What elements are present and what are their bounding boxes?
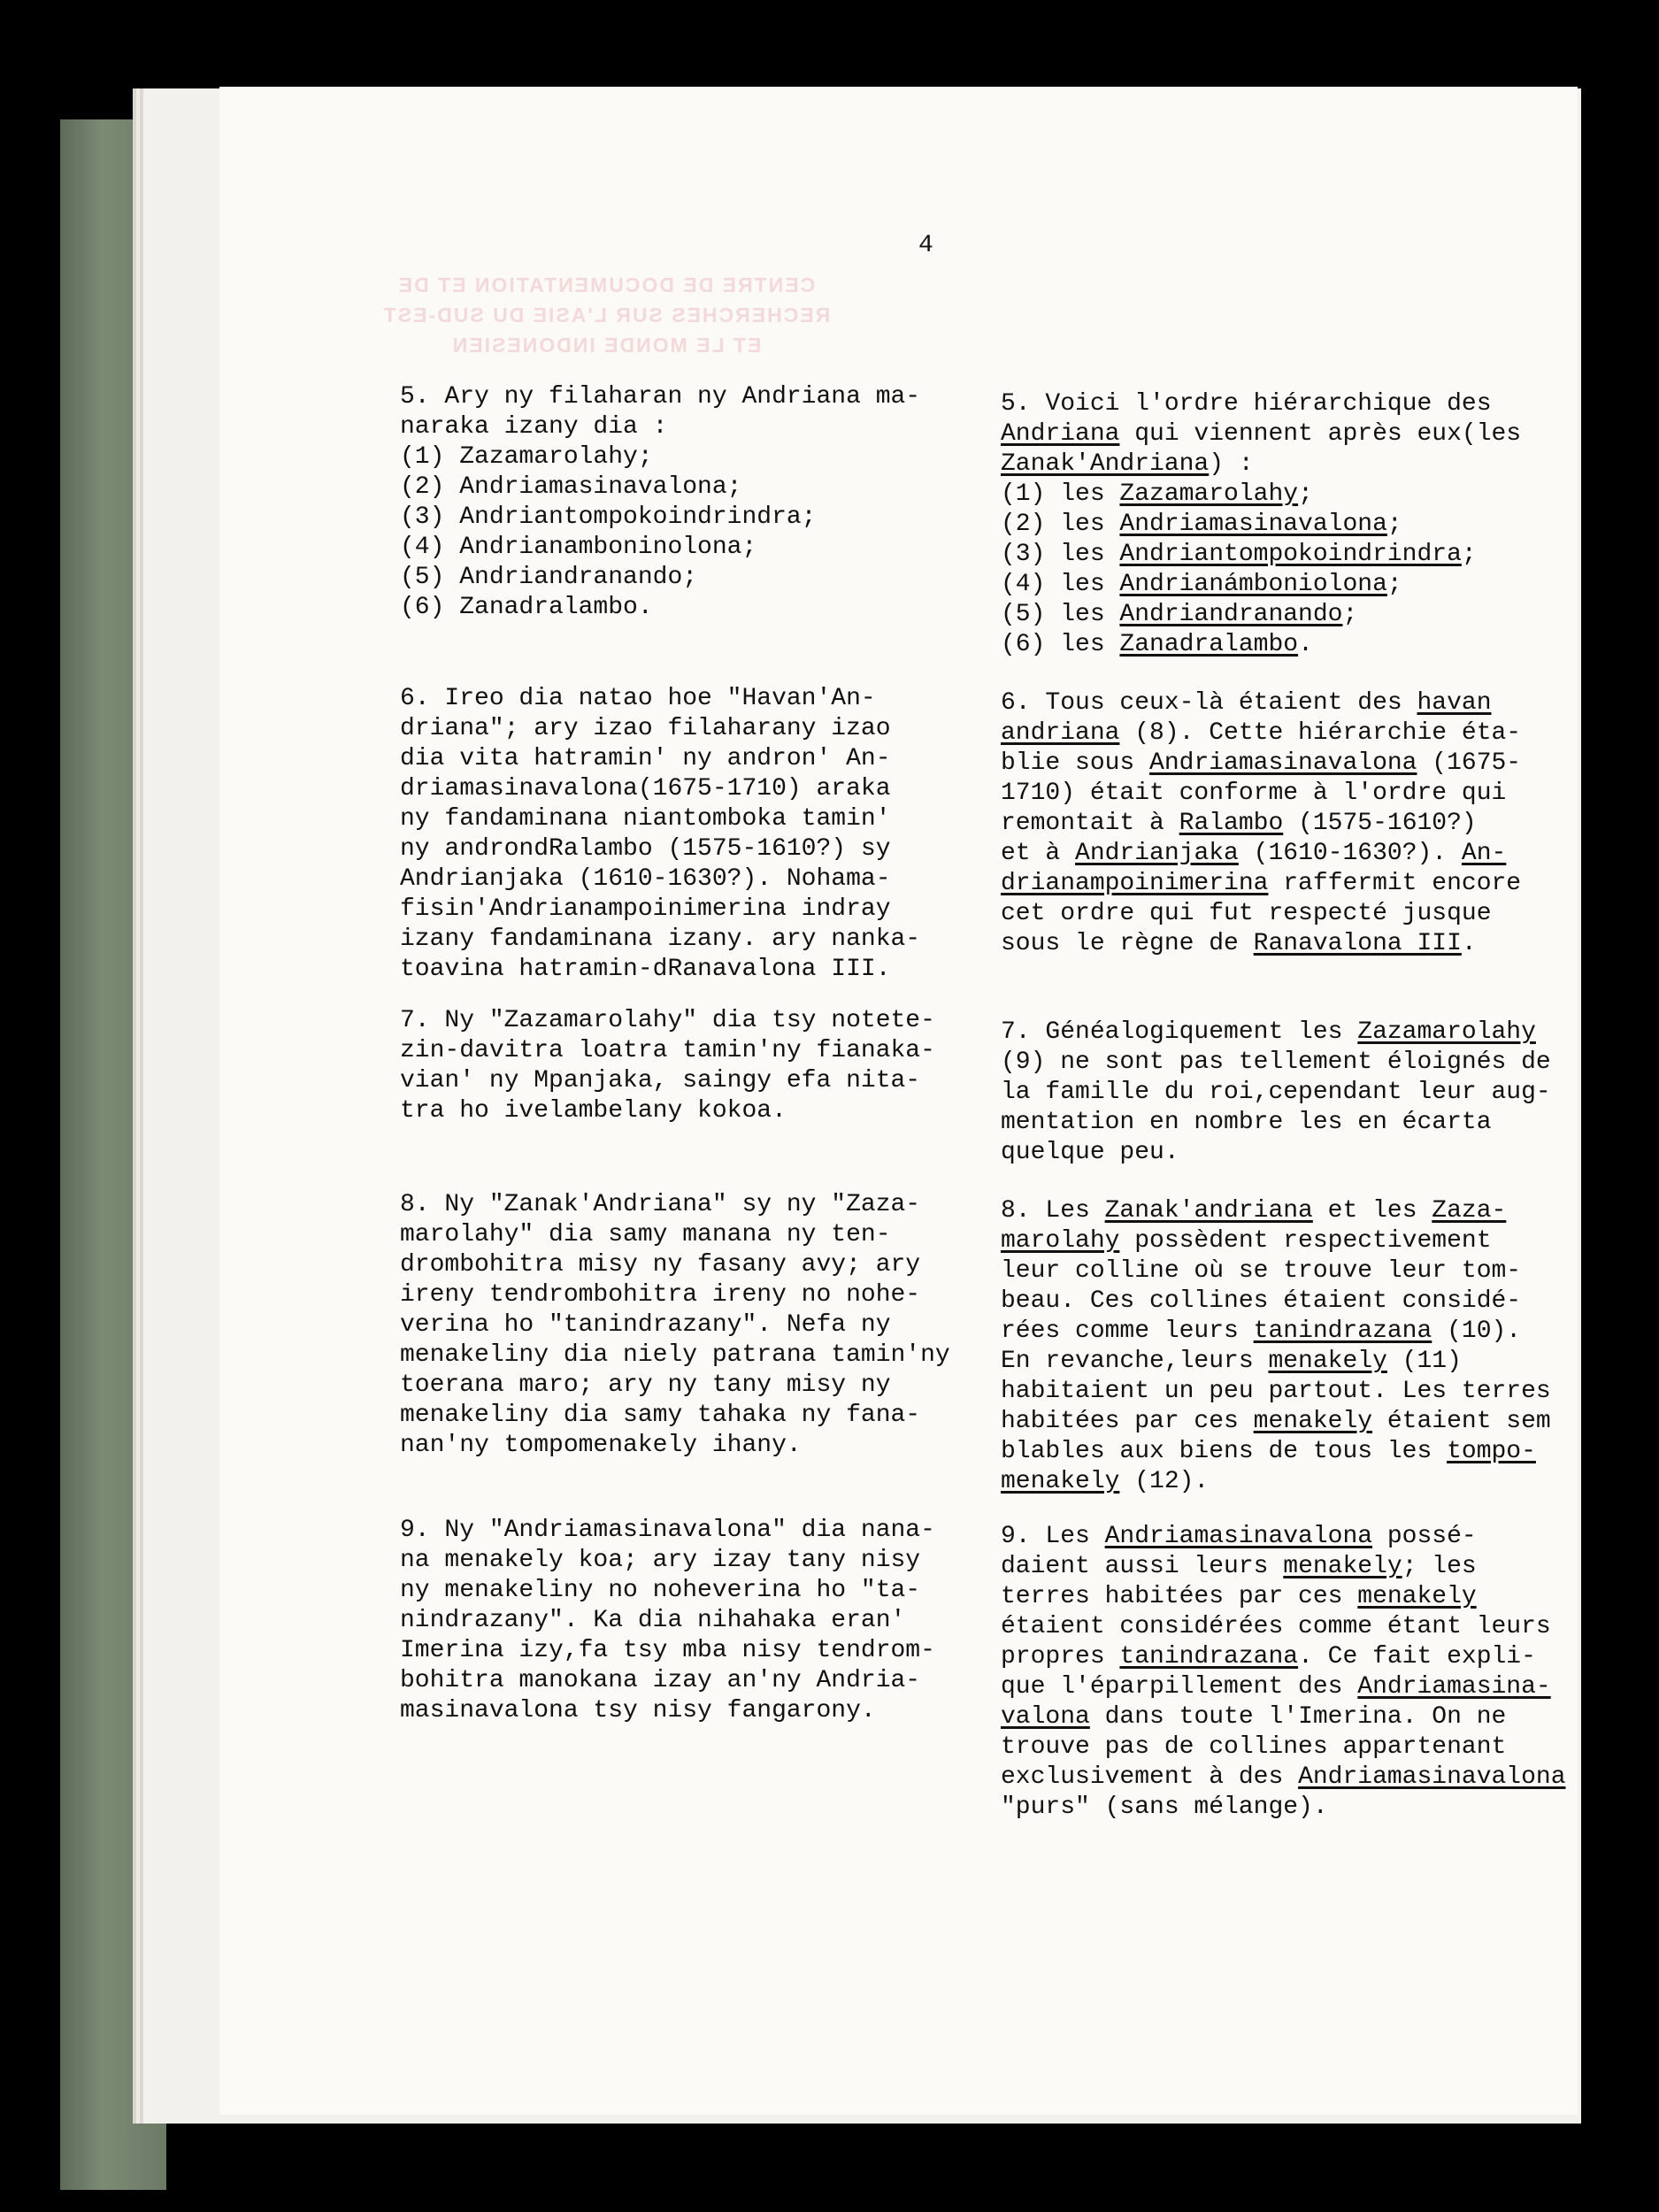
left-section-7 <box>400 1006 935 1126</box>
text-line <box>1001 929 1521 959</box>
text-line: propres <box>1001 1643 1120 1671</box>
text-line: (10). <box>1432 1317 1522 1345</box>
right-section-6 <box>1001 688 1521 959</box>
text-line <box>1001 1317 1551 1347</box>
text-line: tanindrazana <box>1119 1643 1299 1671</box>
text-line: daient aussi leurs <box>1001 1553 1284 1580</box>
text-line <box>1001 869 1521 899</box>
text-line <box>1001 839 1521 869</box>
text-line: (1610-1630?). <box>1238 840 1462 867</box>
text-line: (8). Cette hiérarchie éta- <box>1119 719 1522 747</box>
stamp-line: RECHERCHES SUR L'ASIE DU SUD-EST <box>381 303 831 326</box>
text-line: ny menakeliny no noheverina ho "ta- <box>400 1577 921 1604</box>
text-line: 6. Ireo dia natao hoe "Havan'An- <box>400 685 876 712</box>
text-line: marolahy" dia samy manana ny ten- <box>400 1221 891 1248</box>
text-line: Zanak'andriana <box>1104 1197 1313 1225</box>
text-line: (4) Andrianamboninolona; <box>400 534 757 561</box>
text-line: ; <box>1298 480 1313 508</box>
text-line <box>1001 688 1521 718</box>
text-line: havan <box>1417 689 1492 717</box>
text-line: (5) les <box>1001 601 1120 628</box>
text-line: menakeliny dia niely patrana tamin'ny <box>400 1341 950 1369</box>
text-line: Andrianjaka <box>1075 840 1239 867</box>
text-line: exclusivement à des <box>1001 1763 1299 1791</box>
text-line: "purs" (sans mélange). <box>1001 1793 1328 1821</box>
right-section-9 <box>1001 1522 1566 1823</box>
text-line: zin-davitra loatra tamin'ny fianaka- <box>400 1037 935 1064</box>
text-line: ny fandaminana niantomboka tamin' <box>400 805 891 833</box>
text-line: ; <box>1342 601 1358 628</box>
text-line: 9. Les <box>1001 1523 1105 1550</box>
text-line <box>1001 1018 1551 1048</box>
text-line: (3) les <box>1001 541 1120 568</box>
text-line: Andriamasina- <box>1357 1673 1551 1701</box>
text-line: driamasinavalona(1675-1710) araka <box>400 775 891 803</box>
text-line <box>1001 1642 1566 1672</box>
text-line: sous le règne de <box>1001 930 1254 957</box>
right-section-5 <box>1001 389 1521 660</box>
text-line: 8. Ny "Zanak'Andriana" sy ny "Zaza- <box>400 1191 921 1218</box>
text-line <box>1001 1522 1566 1552</box>
text-line: na menakely koa; ary izay tany nisy <box>400 1547 921 1574</box>
text-line: beau. Ces collines étaient considé- <box>1001 1287 1522 1315</box>
text-line: rées comme leurs <box>1001 1317 1254 1345</box>
text-line: marolahy <box>1001 1227 1120 1255</box>
text-line: . <box>1461 930 1477 957</box>
text-line: que l'éparpillement des <box>1001 1673 1358 1701</box>
text-line <box>1001 449 1521 480</box>
text-line: ny androndRalambo (1575-1610?) sy <box>400 835 891 863</box>
text-line: dans toute l'Imerina. On ne <box>1089 1703 1507 1731</box>
right-section-7 <box>1001 1018 1551 1168</box>
text-line <box>1001 600 1521 630</box>
text-line: nindrazany". Ka dia nihahaka eran' <box>400 1607 906 1634</box>
text-line: étaient sem <box>1372 1408 1551 1435</box>
text-line <box>1001 749 1521 779</box>
text-line: ; <box>1386 511 1402 538</box>
left-section-8 <box>400 1190 950 1461</box>
text-line <box>1001 1552 1566 1582</box>
text-line: 6. Tous ceux-là étaient des <box>1001 689 1417 717</box>
text-line <box>1001 1582 1566 1612</box>
text-line: 5. Ary ny filaharan ny Andriana ma- <box>400 383 921 411</box>
left-section-6 <box>400 684 920 985</box>
text-line: mentation en nombre les en écarta <box>1001 1109 1492 1136</box>
text-line: An- <box>1461 840 1507 867</box>
text-line: (9) ne sont pas tellement éloignés de <box>1001 1048 1551 1076</box>
text-line: menakely <box>1253 1408 1373 1435</box>
text-line: toavina hatramin-dRanavalona III. <box>400 956 891 983</box>
text-line: ; les <box>1402 1553 1477 1580</box>
text-line: nan'ny tompomenakely ihany. <box>400 1432 802 1459</box>
text-line: Andriamasinavalona <box>1298 1763 1566 1791</box>
text-line <box>1001 630 1521 660</box>
text-line: drombohitra misy ny fasany avy; ary <box>400 1251 921 1279</box>
text-line: (4) les <box>1001 571 1120 598</box>
text-line: Zaza- <box>1432 1197 1507 1225</box>
text-line: tompo- <box>1447 1438 1536 1465</box>
text-line: verina ho "tanindrazany". Nefa ny <box>400 1311 891 1339</box>
text-line: (6) Zanadralambo. <box>400 594 653 621</box>
text-line <box>1001 540 1521 570</box>
text-line: 8. Les <box>1001 1197 1105 1225</box>
text-line: leur colline où se trouve leur tom- <box>1001 1257 1522 1285</box>
text-line: Zanadralambo <box>1119 631 1299 658</box>
text-line: ; <box>1461 541 1477 568</box>
text-line: et les <box>1312 1197 1432 1225</box>
text-line: (1675- <box>1417 749 1522 777</box>
stamp-line: CENTRE DE DOCUMENTATION ET DE <box>396 273 816 296</box>
text-line: qui viennent après eux(les <box>1119 420 1522 448</box>
text-line: quelque peu. <box>1001 1139 1179 1166</box>
text-line <box>1001 1437 1551 1467</box>
text-line: menakely <box>1357 1583 1477 1610</box>
text-line <box>1001 419 1521 449</box>
text-line: izany fandaminana izany. ary nanka- <box>400 926 921 953</box>
page-number: 4 <box>918 232 933 259</box>
text-line: cet ordre qui fut respecté jusque <box>1001 900 1492 927</box>
text-line <box>1001 1763 1566 1793</box>
text-line: (2) Andriamasinavalona; <box>400 473 742 501</box>
text-line: (1575-1610?) <box>1283 810 1477 837</box>
text-line: tanindrazana <box>1253 1317 1432 1345</box>
text-line: Andriamasinavalona <box>1104 1523 1373 1550</box>
text-line: (1) les <box>1001 480 1120 508</box>
text-line: et à <box>1001 840 1076 867</box>
right-section-8 <box>1001 1196 1551 1497</box>
text-line <box>1001 1196 1551 1226</box>
text-line: menakely <box>1001 1468 1120 1495</box>
text-line: trouve pas de collines appartenant <box>1001 1733 1507 1761</box>
text-line: valona <box>1001 1703 1090 1731</box>
text-line: (2) les <box>1001 511 1120 538</box>
text-line <box>1001 1226 1551 1256</box>
text-line: terres habitées par ces <box>1001 1583 1358 1610</box>
text-line: tra ho ivelambelany kokoa. <box>400 1097 787 1125</box>
text-line: étaient considérées comme étant leurs <box>1001 1613 1551 1640</box>
text-line <box>1001 1467 1551 1497</box>
text-line: blie sous <box>1001 749 1150 777</box>
text-line <box>1001 718 1521 749</box>
text-line <box>1001 510 1521 540</box>
text-line: masinavalona tsy nisy fangarony. <box>400 1697 876 1724</box>
text-line: Andriandranando <box>1119 601 1343 628</box>
text-line <box>1001 1407 1551 1437</box>
text-line: ; <box>1386 571 1402 598</box>
left-section-9 <box>400 1516 935 1726</box>
library-stamp <box>358 270 854 360</box>
text-line: (6) les <box>1001 631 1120 658</box>
text-line: menakely <box>1268 1348 1387 1375</box>
text-line: Ranavalona III <box>1253 930 1462 957</box>
text-line: Andrianjaka (1610-1630?). Nohama- <box>400 865 891 893</box>
text-line: habitées par ces <box>1001 1408 1254 1435</box>
text-line: Andriamasinavalona <box>1149 749 1417 777</box>
text-line: Ralambo <box>1179 810 1284 837</box>
text-line: drianampoinimerina <box>1001 870 1269 897</box>
text-line: habitaient un peu partout. Les terres <box>1001 1378 1551 1405</box>
text-line: . Ce fait expli- <box>1298 1643 1536 1671</box>
text-line: possé- <box>1372 1523 1477 1550</box>
text-line: driana"; ary izao filaharany izao <box>400 715 891 742</box>
text-line: (5) Andriandranando; <box>400 564 698 591</box>
text-line: fisin'Andrianampoinimerina indray <box>400 895 891 923</box>
text-line: Andriamasinavalona <box>1119 511 1387 538</box>
text-line: 1710) était conforme à l'ordre qui <box>1001 780 1507 807</box>
text-line: andriana <box>1001 719 1120 747</box>
text-line: blables aux biens de tous les <box>1001 1438 1448 1465</box>
text-line: Zanak'Andriana <box>1001 450 1210 478</box>
text-line <box>1001 1702 1566 1732</box>
text-line: En revanche,leurs <box>1001 1348 1269 1375</box>
text-line: Zazamarolahy <box>1357 1018 1536 1046</box>
text-line: Zazamarolahy <box>1119 480 1299 508</box>
text-line: (3) Andriantompokoindrindra; <box>400 503 817 531</box>
text-line: toerana maro; ary ny tany misy ny <box>400 1371 891 1399</box>
text-line: (11) <box>1386 1348 1462 1375</box>
text-line: Imerina izy,fa tsy mba nisy tendrom- <box>400 1637 935 1664</box>
text-line: bohitra manokana izay an'ny Andria- <box>400 1667 921 1694</box>
text-line <box>1001 570 1521 600</box>
text-line: 9. Ny "Andriamasinavalona" dia nana- <box>400 1517 935 1544</box>
text-line: possèdent respectivement <box>1119 1227 1492 1255</box>
text-line <box>1001 1347 1551 1377</box>
text-line: menakeliny dia samy tahaka ny fana- <box>400 1402 921 1429</box>
text-line: 7. Généalogiquement les <box>1001 1018 1358 1046</box>
text-line: dia vita hatramin' ny andron' An- <box>400 745 891 772</box>
text-line: raffermit encore <box>1268 870 1522 897</box>
text-line: menakely <box>1283 1553 1402 1580</box>
text-line: Andriana <box>1001 420 1120 448</box>
text-line: Andrianámboniolona <box>1119 571 1387 598</box>
text-line: 7. Ny "Zazamarolahy" dia tsy notete- <box>400 1007 935 1034</box>
text-line <box>1001 1672 1566 1702</box>
text-line: ) : <box>1209 450 1254 478</box>
text-line: ireny tendrombohitra ireny no nohe- <box>400 1281 921 1309</box>
text-line: vian' ny Mpanjaka, saingy efa nita- <box>400 1067 921 1094</box>
text-line: (12). <box>1119 1468 1210 1495</box>
text-line: la famille du roi,cependant leur aug- <box>1001 1079 1551 1106</box>
text-line: Andriantompokoindrindra <box>1119 541 1462 568</box>
text-line <box>1001 809 1521 839</box>
text-line: 5. Voici l'ordre hiérarchique des <box>1001 390 1492 418</box>
text-line: remontait à <box>1001 810 1179 837</box>
text-line: naraka izany dia : <box>400 413 668 441</box>
stamp-line: ET LE MONDE INDONESIEN <box>450 334 762 357</box>
text-line: (1) Zazamarolahy; <box>400 443 653 471</box>
left-section-5 <box>400 382 920 623</box>
text-line: . <box>1298 631 1313 658</box>
text-line <box>1001 480 1521 510</box>
